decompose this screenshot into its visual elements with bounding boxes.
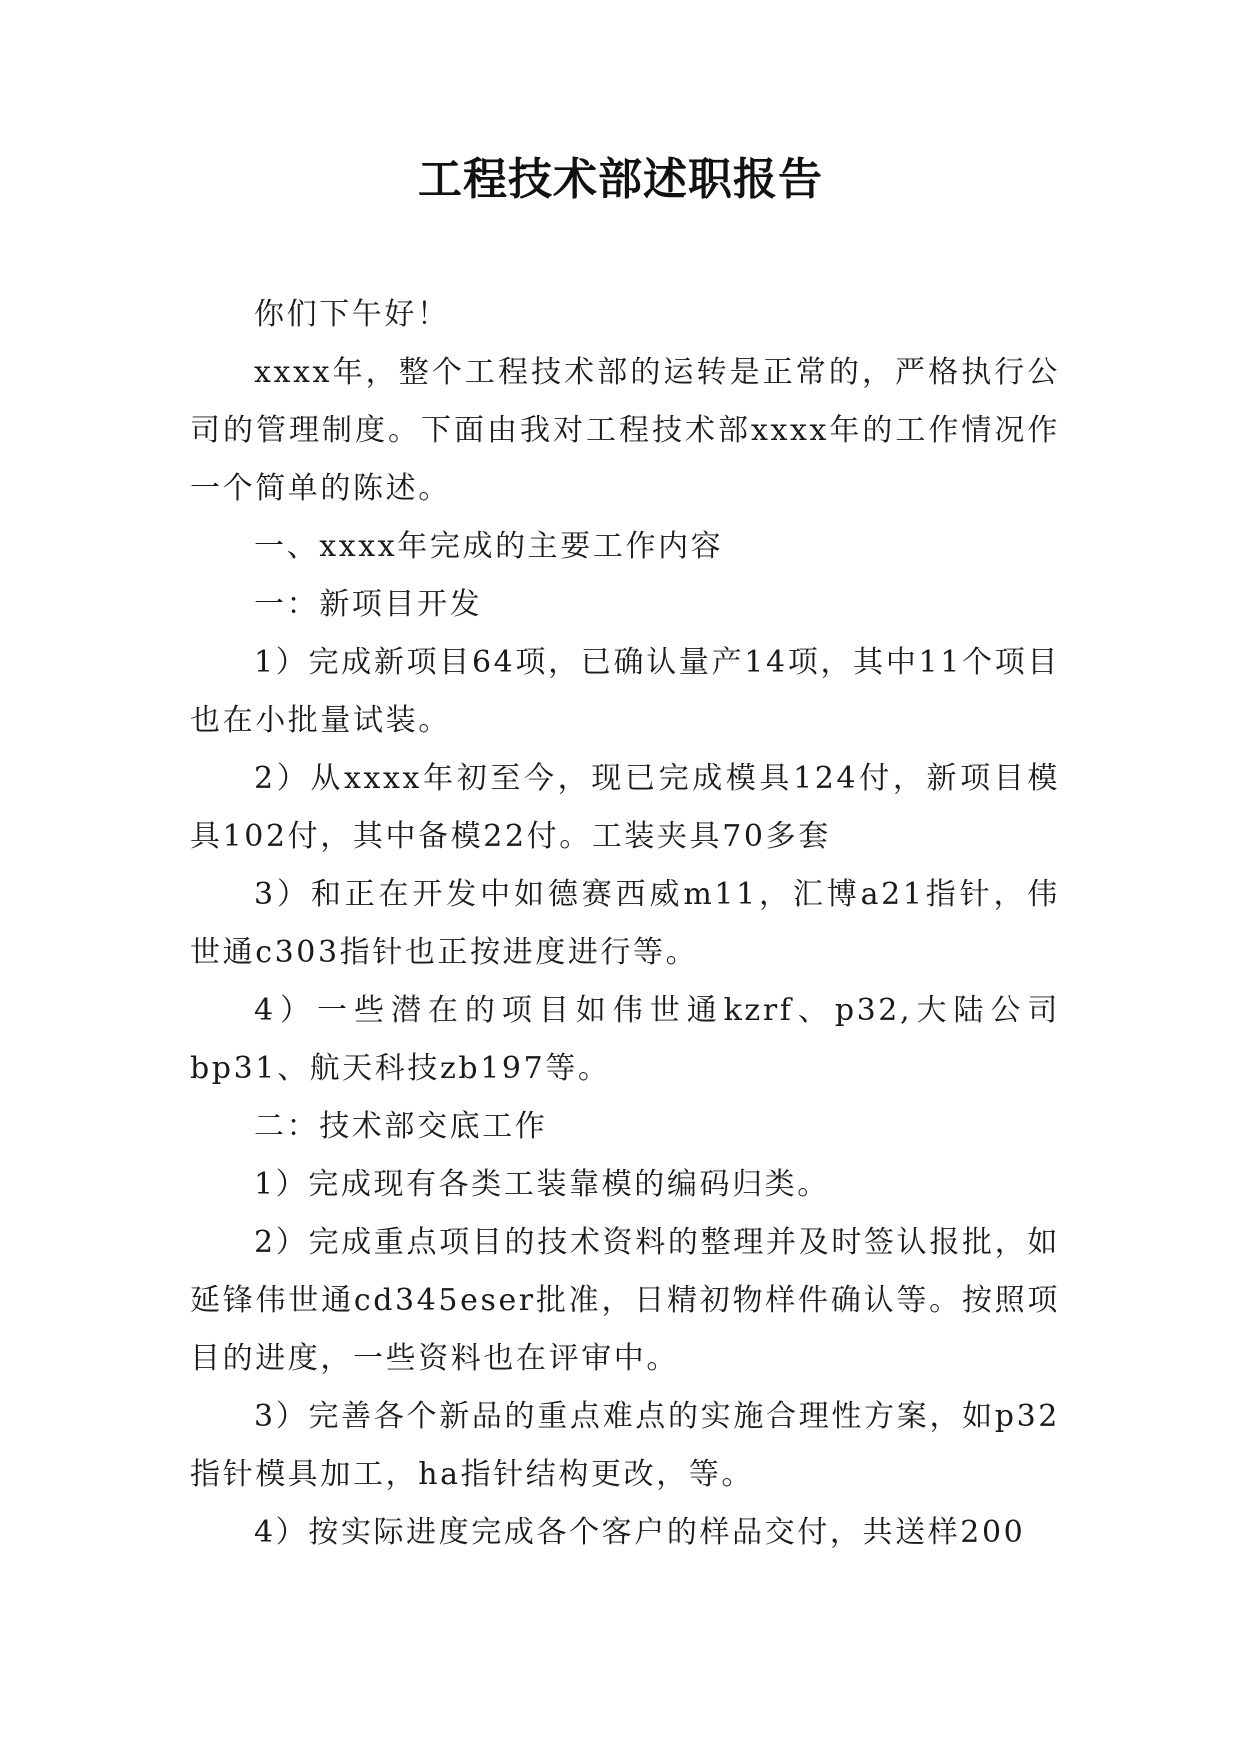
document-title: 工程技术部述职报告 xyxy=(418,154,823,205)
subsection-heading-new-projects: 一：新项目开发 xyxy=(254,587,483,622)
paragraph-item: 1）完成新项目64项，已确认量产14项，其中11个项目也在小批量试装。 xyxy=(190,645,1060,738)
paragraph-item: 3）完善各个新品的重点难点的实施合理性方案，如p32指针模具加工，ha指针结构更改，等。 xyxy=(190,1399,1060,1492)
paragraph-item: 4）一些潜在的项目如伟世通kzrf、p32,大陆公司bp31、航天科技zb197等。 xyxy=(190,993,1060,1086)
paragraph-item: 2）完成重点项目的技术资料的整理并及时签认报批，如延锋伟世通cd345eser批准，日精初物样件确认等。按照项目的进度，一些资料也在评审中。 xyxy=(190,1225,1060,1376)
paragraph-intro: xxxx年，整个工程技术部的运转是正常的，严格执行公司的管理制度。下面由我对工程技术部xxxx年的工作情况作一个简单的陈述。 xyxy=(190,355,1060,506)
paragraph-item: 4）按实际进度完成各个客户的样品交付，共送样200 xyxy=(254,1515,1026,1550)
paragraph-item: 3）和正在开发中如德赛西威m11，汇博a21指针，伟世通c303指针也正按进度进行等。 xyxy=(190,877,1060,970)
section-heading-main-work: 一、xxxx年完成的主要工作内容 xyxy=(254,529,724,564)
paragraph-item: 2）从xxxx年初至今，现已完成模具124付，新项目模具102付，其中备模22付。工装夹具70多套 xyxy=(190,761,1060,854)
subsection-heading-handover: 二：技术部交底工作 xyxy=(254,1109,548,1144)
paragraph-item: 1）完成现有各类工装靠模的编码归类。 xyxy=(254,1167,830,1202)
document-body xyxy=(190,286,1060,1562)
paragraph-greeting: 你们下午好！ xyxy=(254,297,450,332)
